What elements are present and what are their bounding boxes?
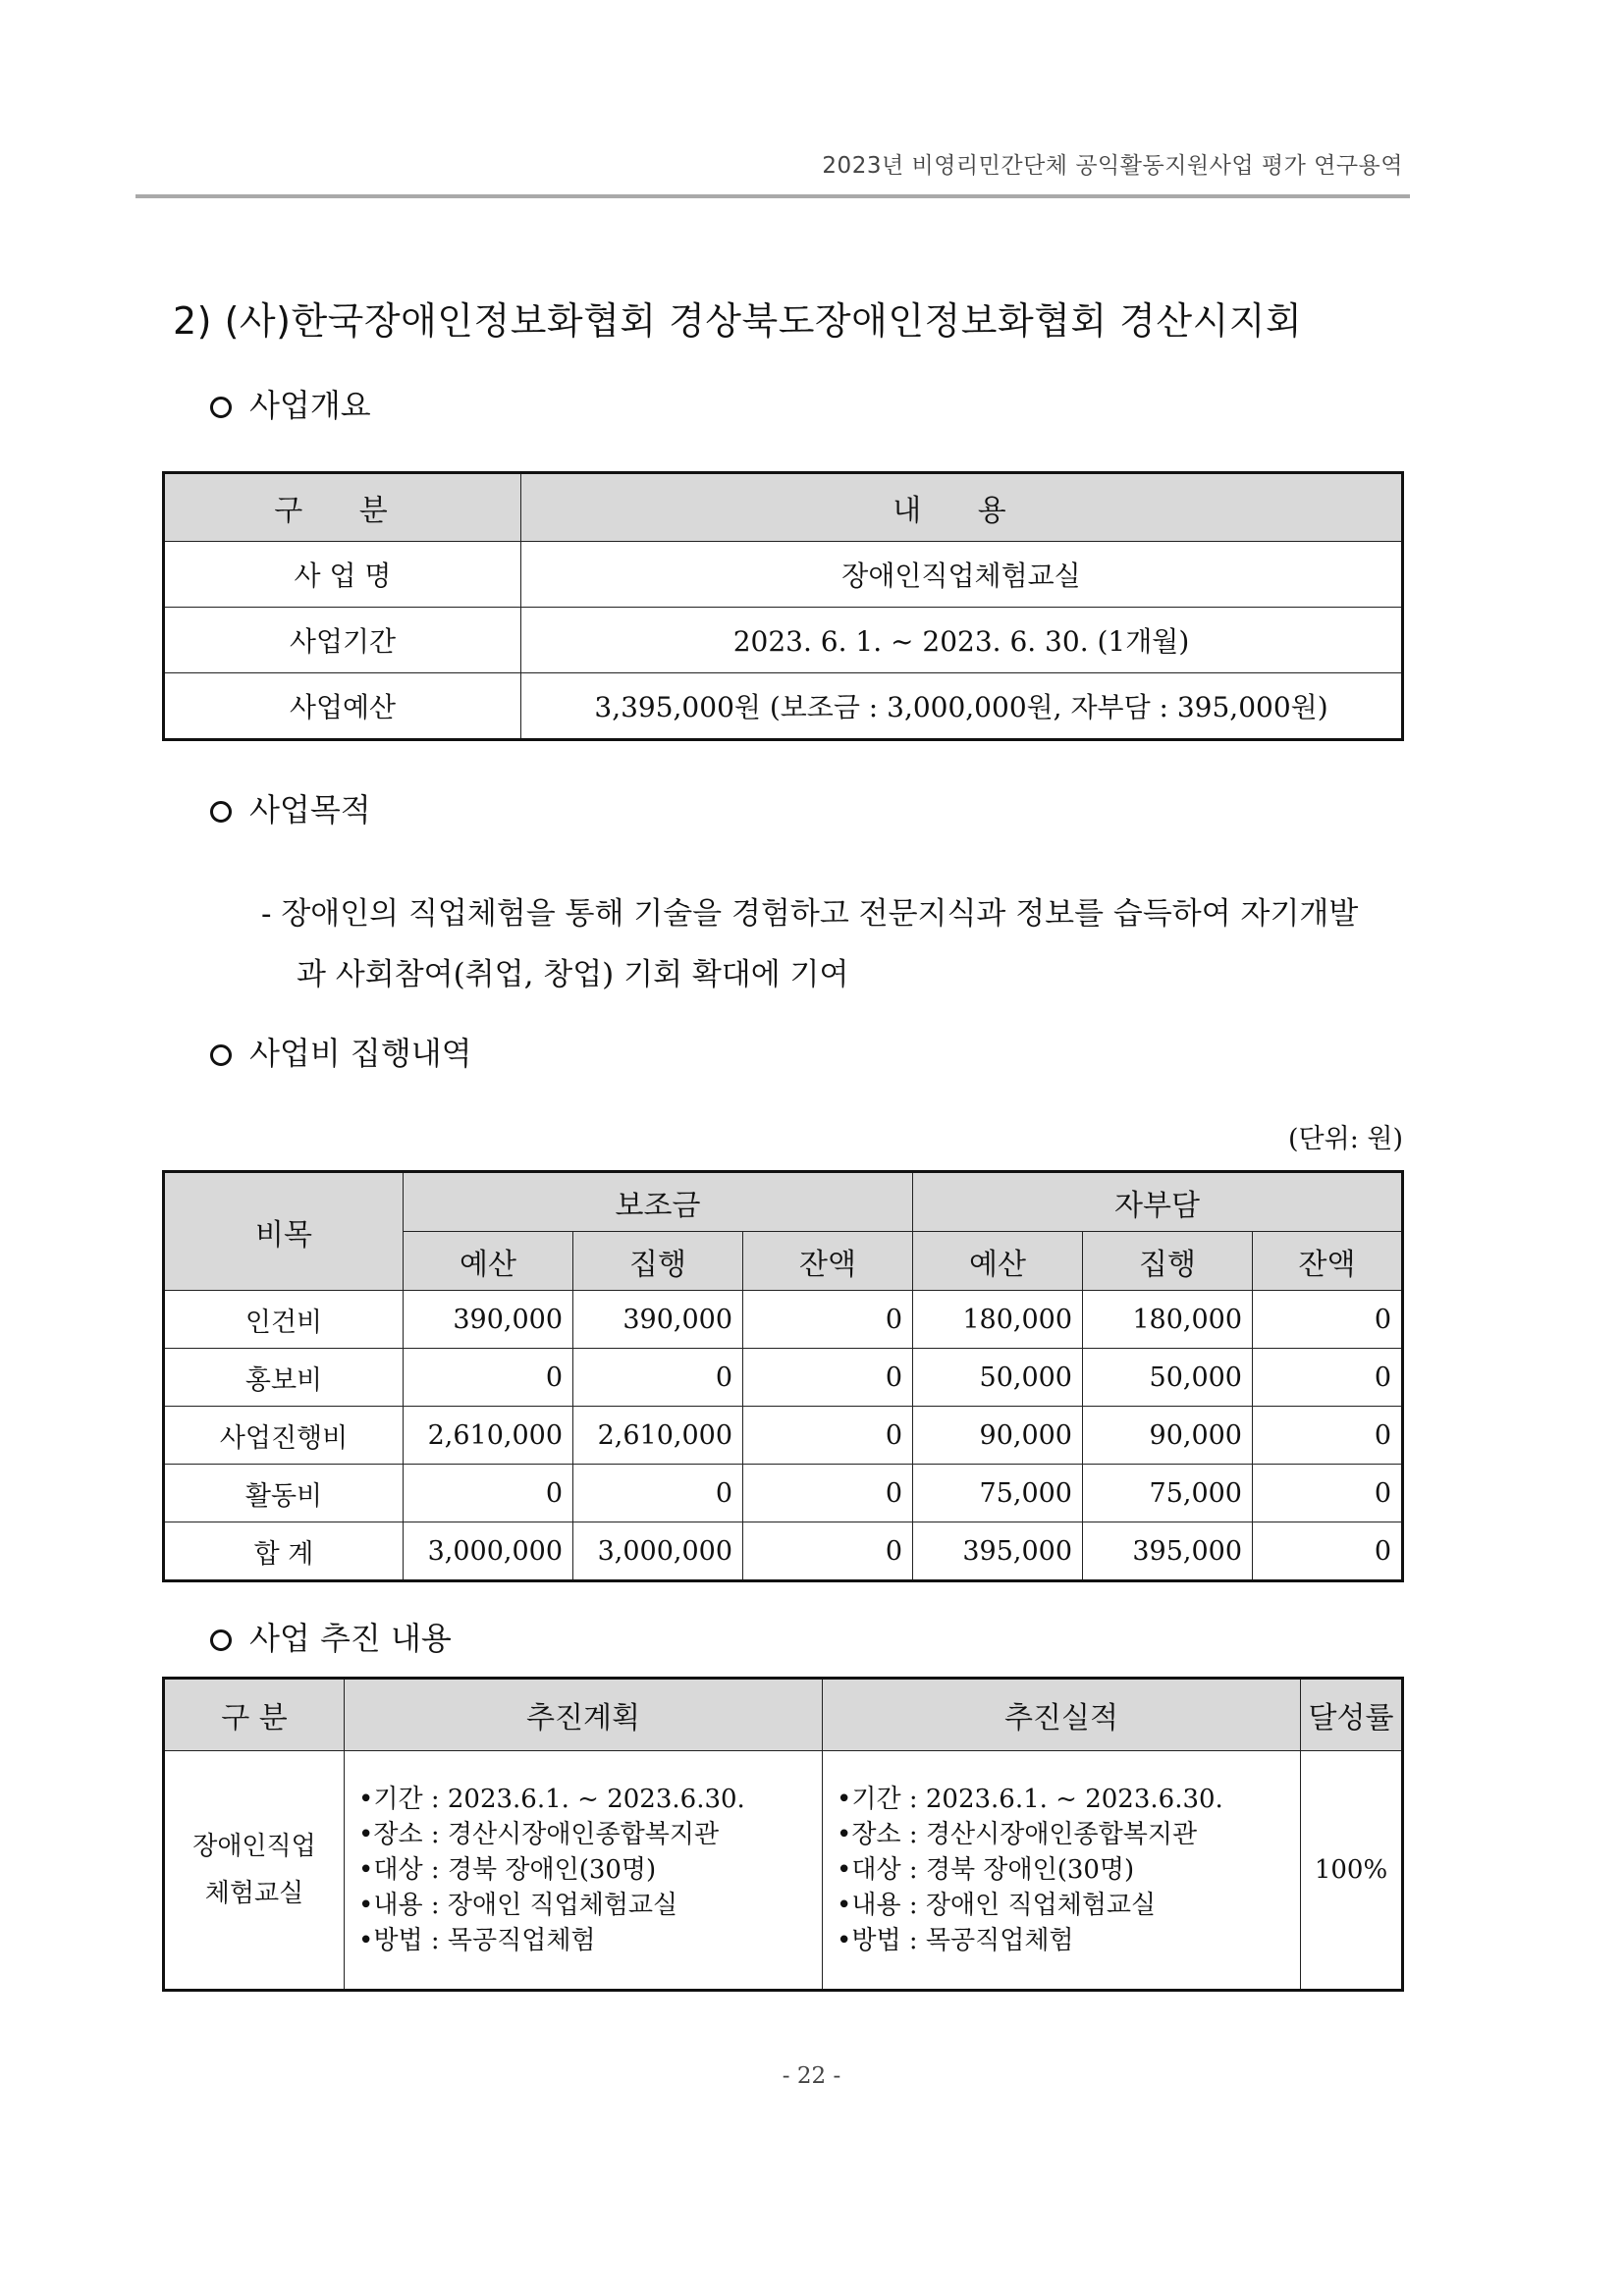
row-value: 3,395,000원 (보조금 : 3,000,000원, 자부담 : 395,000원)	[521, 673, 1403, 740]
cell-self-spent: 75,000	[1083, 1465, 1253, 1522]
circle-bullet-icon	[210, 1044, 232, 1066]
cell-self-budget: 180,000	[913, 1291, 1083, 1349]
header-plan: 추진계획	[345, 1679, 823, 1751]
table-header-row	[164, 1172, 1403, 1232]
cell-subsidy-spent: 2,610,000	[573, 1407, 743, 1465]
running-header: 2023년 비영리민간단체 공익활동지원사업 평가 연구용역	[822, 153, 1403, 179]
cell-self-balance: 0	[1253, 1291, 1403, 1349]
cell-subsidy-spent: 0	[573, 1465, 743, 1522]
cell-self-spent: 50,000	[1083, 1349, 1253, 1407]
category-line: 장애인직업	[192, 1832, 316, 1861]
circle-bullet-icon	[210, 397, 232, 418]
header-rule	[135, 194, 1410, 198]
row-label: 사업예산	[164, 673, 521, 740]
cell-subsidy-balance: 0	[743, 1291, 913, 1349]
overview-heading-text: 사업개요	[249, 387, 371, 424]
table-header-row	[164, 473, 1403, 542]
result-cell	[823, 1751, 1301, 1991]
row-value: 2023. 6. 1. ~ 2023. 6. 30. (1개월)	[521, 608, 1403, 673]
plan-item: •장소 : 경산시장애인종합복지관	[358, 1820, 720, 1849]
rate-cell: 100%	[1301, 1751, 1403, 1991]
header-spent: 집행	[1083, 1232, 1253, 1291]
unit-note: (단위: 원)	[1288, 1124, 1403, 1154]
table-total-row	[164, 1522, 1403, 1581]
cell-subsidy-spent: 3,000,000	[573, 1522, 743, 1581]
cell-self-spent: 180,000	[1083, 1291, 1253, 1349]
cell-self-spent: 395,000	[1083, 1522, 1253, 1581]
cell-subsidy-budget: 0	[404, 1465, 573, 1522]
cell-subsidy-spent: 390,000	[573, 1291, 743, 1349]
row-item: 인건비	[164, 1291, 404, 1349]
cell-subsidy-balance: 0	[743, 1349, 913, 1407]
table-row	[164, 1407, 1403, 1465]
cell-subsidy-balance: 0	[743, 1407, 913, 1465]
plan-item: •방법 : 목공직업체험	[358, 1926, 596, 1955]
row-item: 활동비	[164, 1465, 404, 1522]
header-budget: 예산	[913, 1232, 1083, 1291]
cell-self-spent: 90,000	[1083, 1407, 1253, 1465]
execution-heading-text: 사업비 집행내역	[249, 1035, 472, 1072]
header-rate: 달성률	[1301, 1679, 1403, 1751]
table-row	[164, 542, 1403, 608]
header-subsidy: 보조금	[404, 1172, 913, 1232]
plan-item: •내용 : 장애인 직업체험교실	[358, 1891, 678, 1920]
cell-subsidy-balance: 0	[743, 1465, 913, 1522]
header-category: 구 분	[164, 473, 521, 542]
row-item: 홍보비	[164, 1349, 404, 1407]
table-row	[164, 673, 1403, 740]
row-item: 합 계	[164, 1522, 404, 1581]
category-cell	[164, 1751, 345, 1991]
purpose-heading	[210, 785, 371, 830]
table-row	[164, 1349, 1403, 1407]
cell-subsidy-budget: 3,000,000	[404, 1522, 573, 1581]
table-row	[164, 608, 1403, 673]
cell-subsidy-budget: 390,000	[404, 1291, 573, 1349]
result-item: •기간 : 2023.6.1. ~ 2023.6.30.	[837, 1785, 1223, 1814]
purpose-line: - 장애인의 직업체험을 통해 기술을 경험하고 전문지식과 정보를 습득하여 자기개발	[261, 896, 1359, 932]
category-line: 체험교실	[204, 1879, 304, 1908]
header-category: 구 분	[164, 1679, 345, 1751]
row-label: 사업기간	[164, 608, 521, 673]
result-item: •대상 : 경북 장애인(30명)	[837, 1855, 1135, 1885]
row-value: 장애인직업체험교실	[521, 542, 1403, 608]
row-label: 사 업 명	[164, 542, 521, 608]
execution-table	[162, 1170, 1404, 1582]
circle-bullet-icon	[210, 1629, 232, 1651]
table-row	[164, 1751, 1403, 1991]
purpose-heading-text: 사업목적	[249, 791, 371, 828]
result-item: •장소 : 경산시장애인종합복지관	[837, 1820, 1198, 1849]
section-title: 2) (사)한국장애인정보화협회 경상북도장애인정보화협회 경산시지회	[173, 299, 1303, 343]
cell-self-balance: 0	[1253, 1522, 1403, 1581]
cell-subsidy-budget: 0	[404, 1349, 573, 1407]
overview-heading	[210, 381, 371, 426]
overview-table	[162, 471, 1404, 741]
cell-subsidy-balance: 0	[743, 1522, 913, 1581]
cell-self-budget: 50,000	[913, 1349, 1083, 1407]
header-item: 비목	[164, 1172, 404, 1291]
header-spent: 집행	[573, 1232, 743, 1291]
plan-cell	[345, 1751, 823, 1991]
table-header-row	[164, 1679, 1403, 1751]
purpose-line: 과 사회참여(취업, 창업) 기회 확대에 기여	[297, 957, 849, 992]
progress-table	[162, 1677, 1404, 1992]
table-row	[164, 1465, 1403, 1522]
cell-subsidy-budget: 2,610,000	[404, 1407, 573, 1465]
header-balance: 잔액	[1253, 1232, 1403, 1291]
plan-item: •대상 : 경북 장애인(30명)	[358, 1855, 657, 1885]
cell-self-balance: 0	[1253, 1465, 1403, 1522]
progress-heading-text: 사업 추진 내용	[249, 1620, 452, 1657]
cell-self-budget: 395,000	[913, 1522, 1083, 1581]
cell-self-budget: 75,000	[913, 1465, 1083, 1522]
header-content: 내 용	[521, 473, 1403, 542]
purpose-text	[261, 883, 1410, 1005]
plan-item: •기간 : 2023.6.1. ~ 2023.6.30.	[358, 1785, 745, 1814]
row-item: 사업진행비	[164, 1407, 404, 1465]
header-result: 추진실적	[823, 1679, 1301, 1751]
table-row	[164, 1291, 1403, 1349]
header-balance: 잔액	[743, 1232, 913, 1291]
cell-subsidy-spent: 0	[573, 1349, 743, 1407]
circle-bullet-icon	[210, 801, 232, 823]
header-budget: 예산	[404, 1232, 573, 1291]
execution-heading	[210, 1029, 472, 1074]
cell-self-balance: 0	[1253, 1407, 1403, 1465]
page-number: - 22 -	[782, 2063, 841, 2089]
result-item: •내용 : 장애인 직업체험교실	[837, 1891, 1157, 1920]
cell-self-budget: 90,000	[913, 1407, 1083, 1465]
header-self: 자부담	[913, 1172, 1403, 1232]
progress-heading	[210, 1614, 452, 1659]
cell-self-balance: 0	[1253, 1349, 1403, 1407]
result-item: •방법 : 목공직업체험	[837, 1926, 1074, 1955]
